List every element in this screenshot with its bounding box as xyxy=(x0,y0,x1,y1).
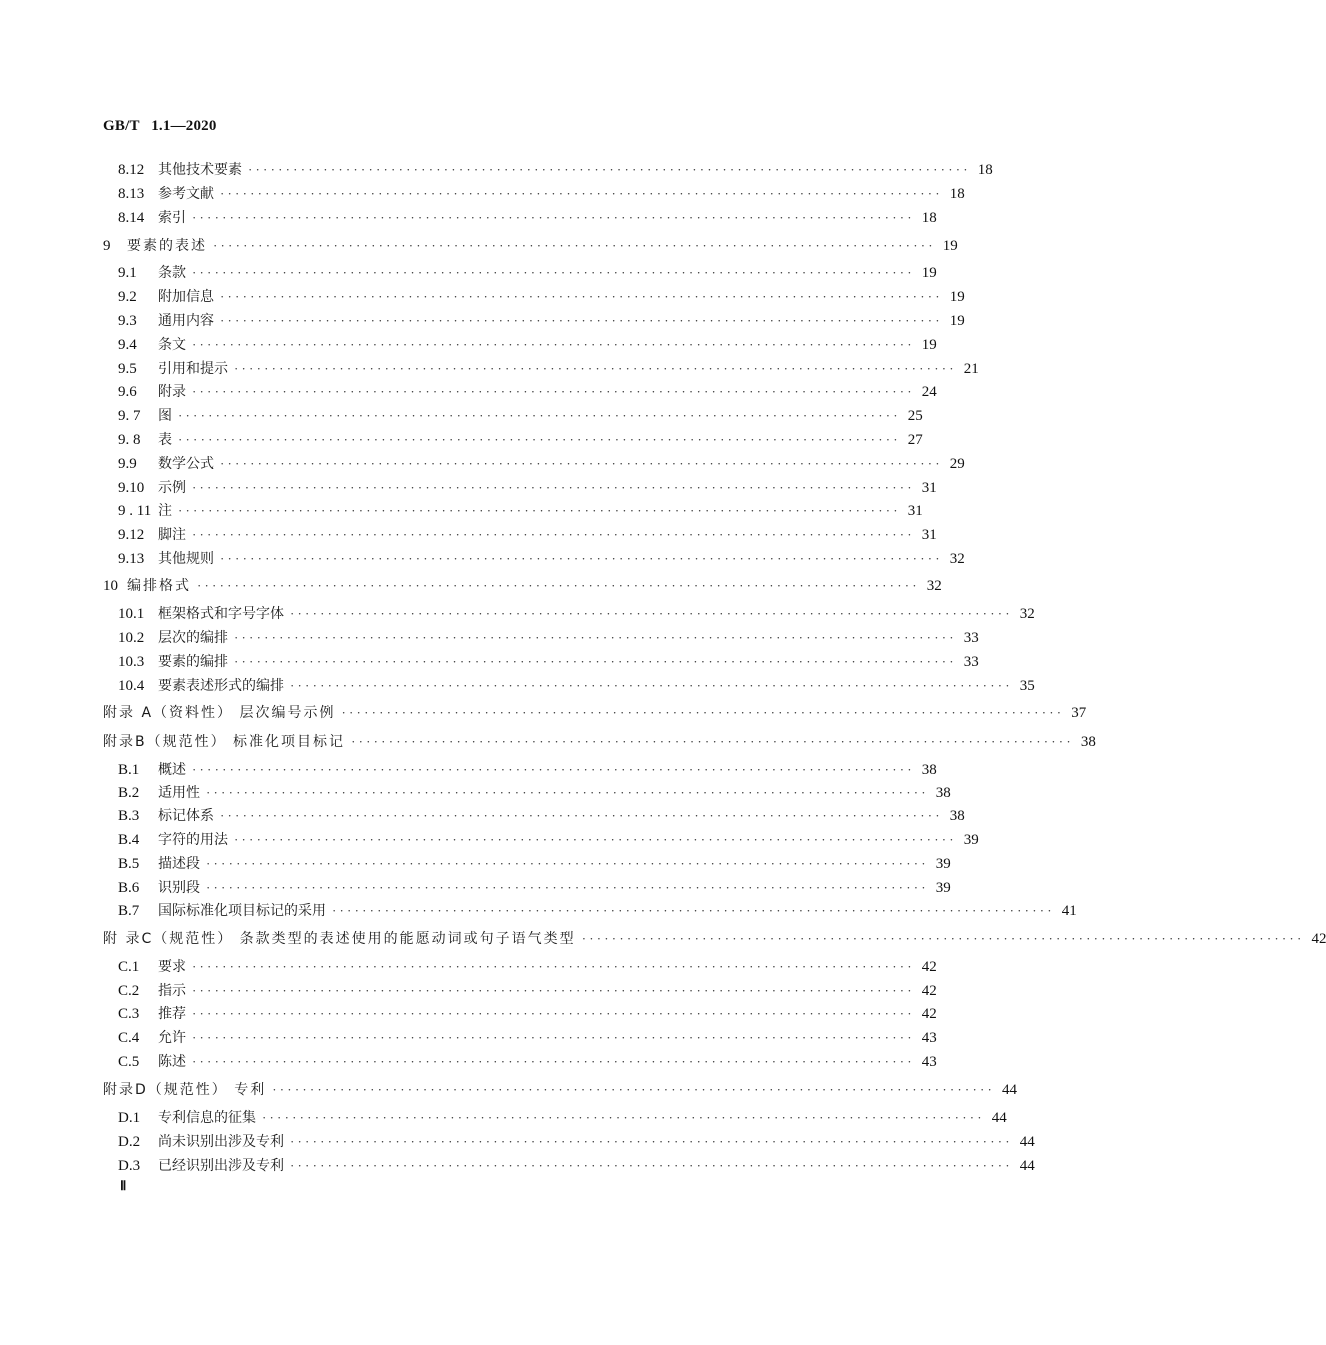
toc-entry-9-8[interactable] xyxy=(118,430,923,450)
toc-entry-page: 39 xyxy=(935,856,951,872)
toc-entry-9-2[interactable] xyxy=(118,287,965,307)
dot-leader: ································································································ xyxy=(234,630,957,645)
toc-entry-page: 29 xyxy=(949,456,965,472)
toc-entry-9-10[interactable] xyxy=(118,478,937,498)
toc-entry-title: 脚注 xyxy=(158,527,186,543)
toc-entry-page: 39 xyxy=(935,880,951,896)
toc-entry-9-13[interactable] xyxy=(118,549,965,569)
toc-entry-c-3[interactable] xyxy=(118,1004,937,1024)
toc-entry-page: 21 xyxy=(963,361,979,377)
toc-entry-8-12[interactable] xyxy=(118,160,993,180)
toc-entry-number: 9.2 xyxy=(118,289,137,305)
dot-leader: ································································································ xyxy=(290,1158,1013,1173)
toc-entry-number: C.5 xyxy=(118,1054,140,1070)
toc-entry-c-4[interactable] xyxy=(118,1028,937,1048)
toc-entry-number: B.6 xyxy=(118,880,140,896)
toc-entry-number: D.2 xyxy=(118,1134,141,1150)
toc-entry-title: 已经识别出涉及专利 xyxy=(158,1158,284,1174)
toc-entry-title: 适用性 xyxy=(158,785,200,801)
toc-entry-title: 数学公式 xyxy=(158,456,214,472)
toc-entry-b-7[interactable] xyxy=(118,901,1077,921)
page-number-marker: Ⅱ xyxy=(120,1178,127,1193)
toc-entry-title: 识别段 xyxy=(158,880,200,896)
toc-entry-title: 引用和提示 xyxy=(158,361,228,377)
dot-leader: ································································································ xyxy=(341,705,1065,720)
toc-entry-page: 42 xyxy=(921,983,937,999)
dot-leader: ································································································ xyxy=(581,931,1305,946)
toc-entry-title: 要求 xyxy=(158,959,186,975)
toc-entry-page: 25 xyxy=(907,408,923,424)
toc-entry-b-4[interactable] xyxy=(118,830,979,850)
toc-entry-8-13[interactable] xyxy=(118,184,965,204)
toc-entry-title: 示例 xyxy=(158,480,186,496)
dot-leader: ································································································ xyxy=(192,210,915,225)
toc-entry-9-12[interactable] xyxy=(118,525,937,545)
dot-leader: ································································································ xyxy=(192,337,915,352)
toc-entry-title: 要素的编排 xyxy=(158,654,228,670)
dot-leader: ································································································ xyxy=(206,856,929,871)
toc-entry-number: 9.10 xyxy=(118,480,145,496)
toc-entry-number: B.1 xyxy=(118,762,140,778)
dot-leader: ································································································ xyxy=(262,1110,985,1125)
toc-entry-title: 参考文献 xyxy=(158,186,214,202)
toc-entry-page: 18 xyxy=(949,186,965,202)
dot-leader: ································································································ xyxy=(220,456,943,471)
toc-entry-page: 43 xyxy=(921,1030,937,1046)
toc-entry-title: 附录B（规范性） 标准化项目标记 xyxy=(103,734,346,750)
toc-entry-8-14[interactable] xyxy=(118,208,937,228)
toc-entry-page: 33 xyxy=(963,630,979,646)
toc-entry-d-1[interactable] xyxy=(118,1108,1007,1128)
toc-entry-title: 国际标准化项目标记的采用 xyxy=(158,903,326,919)
toc-entry-title: 概述 xyxy=(158,762,186,778)
toc-entry-title: 编排格式 xyxy=(127,578,191,594)
dot-leader: ································································································ xyxy=(192,1030,915,1045)
toc-entry-page: 32 xyxy=(1019,606,1035,622)
toc-entry-title: 描述段 xyxy=(158,856,200,872)
toc-entry-number: 9.6 xyxy=(118,384,137,400)
dot-leader: ································································································ xyxy=(197,578,920,593)
toc-entry-page: 31 xyxy=(921,480,937,496)
dot-leader: ································································································ xyxy=(248,162,971,177)
toc-entry-page: 38 xyxy=(935,785,951,801)
toc-entry-title: 层次的编排 xyxy=(158,630,228,646)
toc-entry-title: 图 xyxy=(158,408,172,424)
toc-entry-9-5[interactable] xyxy=(118,359,979,379)
toc-entry-title: 附录D（规范性） 专利 xyxy=(103,1082,267,1098)
toc-entry-b-3[interactable] xyxy=(118,806,965,826)
toc-entry-page: 38 xyxy=(921,762,937,778)
toc-entry-b-5[interactable] xyxy=(118,854,951,874)
toc-entry-9-6[interactable] xyxy=(118,382,937,402)
toc-entry-number: 9.12 xyxy=(118,527,145,543)
toc-entry-number: 8.13 xyxy=(118,186,145,202)
toc-entry-page: 32 xyxy=(926,578,942,594)
toc-entry-title: 通用内容 xyxy=(158,313,214,329)
toc-entry-b-1[interactable] xyxy=(118,760,937,780)
toc-entry-number: D.3 xyxy=(118,1158,141,1174)
toc-entry-title: 附 录C（规范性） 条款类型的表述使用的能愿动词或句子语气类型 xyxy=(103,931,576,947)
dot-leader: ································································································ xyxy=(206,880,929,895)
toc-entry-number: 10.1 xyxy=(118,606,145,622)
toc-entry-title: 附录 xyxy=(158,384,186,400)
toc-entry-number: 9.1 xyxy=(118,265,137,281)
toc-entry-title: 字符的用法 xyxy=(158,832,228,848)
toc-entry-page: 24 xyxy=(921,384,937,400)
toc-entry-title: 指示 xyxy=(158,983,186,999)
toc-entry-page: 19 xyxy=(949,289,965,305)
toc-entry-number: C.1 xyxy=(118,959,140,975)
toc-entry-title: 其他技术要素 xyxy=(158,162,242,178)
toc-entry-number: 9.5 xyxy=(118,361,137,377)
toc-entry-9-1[interactable] xyxy=(118,263,937,283)
toc-appendix-b[interactable] xyxy=(103,732,1096,752)
toc-entry-page: 42 xyxy=(1311,931,1326,947)
toc-chapter-9[interactable] xyxy=(103,236,958,256)
toc-entry-c-1[interactable] xyxy=(118,957,937,977)
toc-entry-page: 44 xyxy=(1019,1158,1035,1174)
toc-entry-page: 32 xyxy=(949,551,965,567)
dot-leader: ································································································ xyxy=(192,983,915,998)
toc-appendix-a[interactable] xyxy=(103,703,1087,723)
dot-leader: ································································································ xyxy=(192,959,915,974)
dot-leader: ································································································ xyxy=(290,606,1013,621)
toc-entry-10-4[interactable] xyxy=(118,676,1035,696)
toc-entry-number: B.7 xyxy=(118,903,140,919)
toc-chapter-10[interactable] xyxy=(103,576,942,596)
toc-entry-title: 专利信息的征集 xyxy=(158,1110,256,1126)
toc-entry-title: 要素表述形式的编排 xyxy=(158,678,284,694)
toc-entry-page: 39 xyxy=(963,832,979,848)
toc-entry-number: 9. 7 xyxy=(118,408,141,424)
dot-leader: ································································································ xyxy=(192,384,915,399)
toc-entry-number: 9.3 xyxy=(118,313,137,329)
toc-entry-title: 其他规则 xyxy=(158,551,214,567)
toc-entry-page: 33 xyxy=(963,654,979,670)
toc-entry-page: 18 xyxy=(977,162,993,178)
toc-entry-page: 19 xyxy=(921,265,937,281)
toc-entry-page: 18 xyxy=(921,210,937,226)
toc-entry-title: 附录 A（资料性） 层次编号示例 xyxy=(103,705,336,721)
toc-entry-number: B.4 xyxy=(118,832,140,848)
dot-leader: ································································································ xyxy=(178,408,901,423)
dot-leader: ································································································ xyxy=(213,238,936,253)
toc-entry-number: 9.9 xyxy=(118,456,137,472)
toc-entry-number: C.2 xyxy=(118,983,140,999)
toc-entry-page: 19 xyxy=(949,313,965,329)
toc-entry-title: 尚未识别出涉及专利 xyxy=(158,1134,284,1150)
toc-entry-page: 38 xyxy=(949,808,965,824)
toc-entry-number: B.2 xyxy=(118,785,140,801)
dot-leader: ································································································ xyxy=(290,678,1013,693)
toc-entry-page: 19 xyxy=(942,238,958,254)
dot-leader: ································································································ xyxy=(332,903,1055,918)
dot-leader: ································································································ xyxy=(351,734,1074,749)
toc-entry-number: 8.14 xyxy=(118,210,145,226)
toc-entry-page: 38 xyxy=(1080,734,1096,750)
toc-entry-number: C.4 xyxy=(118,1030,140,1046)
toc-entry-page: 42 xyxy=(921,1006,937,1022)
toc-entry-9-3[interactable] xyxy=(118,311,965,331)
toc-entry-title: 要素的表述 xyxy=(127,238,207,254)
dot-leader: ································································································ xyxy=(220,289,943,304)
toc-entry-d-3[interactable] xyxy=(118,1156,1035,1176)
dot-leader: ································································································ xyxy=(290,1134,1013,1149)
toc-entry-page: 27 xyxy=(907,432,923,448)
toc-entry-page: 41 xyxy=(1061,903,1077,919)
dot-leader: ································································································ xyxy=(178,432,901,447)
toc-entry-page: 43 xyxy=(921,1054,937,1070)
toc-entry-number: 9.13 xyxy=(118,551,145,567)
toc-entry-c-2[interactable] xyxy=(118,981,937,1001)
toc-entry-page: 44 xyxy=(1019,1134,1035,1150)
toc-entry-number: 9 . 11 xyxy=(118,503,152,519)
toc-entry-page: 44 xyxy=(991,1110,1007,1126)
toc-entry-title: 条款 xyxy=(158,265,186,281)
toc-entry-10-2[interactable] xyxy=(118,628,979,648)
toc-entry-title: 注 xyxy=(158,503,172,519)
dot-leader: ································································································ xyxy=(192,1006,915,1021)
toc-entry-9-11[interactable] xyxy=(118,501,923,521)
toc-entry-number: 9. 8 xyxy=(118,432,141,448)
toc-entry-title: 允许 xyxy=(158,1030,186,1046)
toc-entry-number: 9.4 xyxy=(118,337,137,353)
dot-leader: ································································································ xyxy=(220,313,943,328)
dot-leader: ································································································ xyxy=(206,785,929,800)
toc-entry-title: 标记体系 xyxy=(158,808,214,824)
toc-entry-title: 索引 xyxy=(158,210,186,226)
toc-entry-d-2[interactable] xyxy=(118,1132,1035,1152)
toc-entry-title: 条文 xyxy=(158,337,186,353)
toc-entry-page: 44 xyxy=(1002,1082,1018,1098)
toc-entry-9-9[interactable] xyxy=(118,454,965,474)
dot-leader: ································································································ xyxy=(234,654,957,669)
dot-leader: ································································································ xyxy=(234,832,957,847)
toc-appendix-d[interactable] xyxy=(103,1080,1018,1100)
dot-leader: ································································································ xyxy=(192,762,915,777)
toc-entry-number: 10 xyxy=(103,578,118,594)
toc-entry-page: 31 xyxy=(907,503,923,519)
dot-leader: ································································································ xyxy=(220,551,943,566)
toc-entry-number: B.5 xyxy=(118,856,140,872)
dot-leader: ································································································ xyxy=(220,808,943,823)
toc-entry-number: 10.4 xyxy=(118,678,145,694)
toc-entry-number: 10.2 xyxy=(118,630,145,646)
toc-entry-page: 31 xyxy=(921,527,937,543)
toc-entry-9-4[interactable] xyxy=(118,335,937,355)
toc-entry-c-5[interactable] xyxy=(118,1052,937,1072)
toc-entry-10-1[interactable] xyxy=(118,604,1035,624)
toc-entry-9-7[interactable] xyxy=(118,406,923,426)
dot-leader: ································································································ xyxy=(220,186,943,201)
toc-entry-b-6[interactable] xyxy=(118,878,951,898)
toc-entry-number: 10.3 xyxy=(118,654,145,670)
toc-entry-title: 推荐 xyxy=(158,1006,186,1022)
toc-entry-number: D.1 xyxy=(118,1110,141,1126)
document-code: GB/T 1.1—2020 xyxy=(103,118,217,134)
dot-leader: ································································································ xyxy=(192,480,915,495)
dot-leader: ································································································ xyxy=(192,1054,915,1069)
toc-entry-10-3[interactable] xyxy=(118,652,979,672)
toc-entry-title: 表 xyxy=(158,432,172,448)
toc-entry-page: 42 xyxy=(921,959,937,975)
toc-entry-page: 19 xyxy=(921,337,937,353)
toc-entry-number: B.3 xyxy=(118,808,140,824)
toc-entry-b-2[interactable] xyxy=(118,783,951,803)
dot-leader: ································································································ xyxy=(192,265,915,280)
toc-entry-number: 9 xyxy=(103,238,111,254)
toc-entry-page: 35 xyxy=(1019,678,1035,694)
toc-appendix-c[interactable] xyxy=(103,929,1326,949)
toc-entry-number: 8.12 xyxy=(118,162,145,178)
toc-entry-number: C.3 xyxy=(118,1006,140,1022)
dot-leader: ································································································ xyxy=(178,503,901,518)
dot-leader: ································································································ xyxy=(272,1082,996,1097)
toc-entry-title: 陈述 xyxy=(158,1054,186,1070)
toc-entry-title: 框架格式和字号字体 xyxy=(158,606,284,622)
toc-entry-page: 37 xyxy=(1071,705,1087,721)
toc-entry-title: 附加信息 xyxy=(158,289,214,305)
dot-leader: ································································································ xyxy=(234,361,957,376)
dot-leader: ································································································ xyxy=(192,527,915,542)
